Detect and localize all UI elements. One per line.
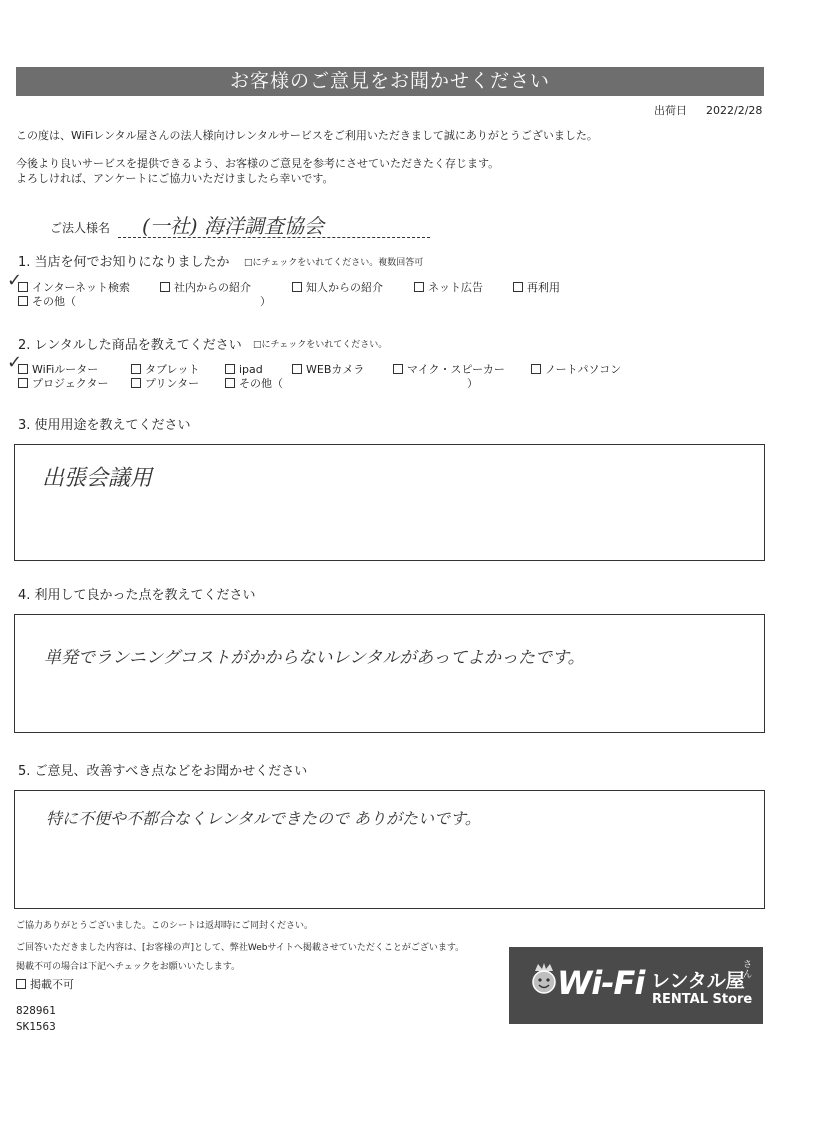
q2-option-mic-speaker[interactable]: マイク・スピーカー [393,363,505,376]
ship-date-value: 2022/2/28 [706,104,763,117]
q2-option-printer[interactable]: プリンター [131,377,199,390]
checkbox[interactable] [18,378,28,388]
logo-san-text: さん [743,960,753,980]
q1-title: 1. 当店を何でお知りになりましたか [18,255,230,270]
q3-title: 3. 使用用途を教えてください [18,418,191,433]
q1-option-acquaintance-referral[interactable]: 知人からの紹介 [292,281,383,294]
q1-option-internal-referral[interactable]: 社内からの紹介 [160,281,251,294]
form-code-2: SK1563 [16,1020,56,1033]
q1-note: □にチェックをいれてください。複数回答可 [244,258,424,268]
page-title: お客様のご意見をお聞かせください [16,67,764,96]
ship-date-label: 出荷日 [654,104,687,117]
q2-title: 2. レンタルした商品を教えてください [18,338,242,353]
q2-option-other-close: ） [467,377,478,390]
q1-option-reuse[interactable]: 再利用 [513,281,560,294]
q2-option-laptop[interactable]: ノートパソコン [531,363,621,376]
q1-option-other-close: ） [260,295,271,308]
corporate-name-label: ご法人様名 [50,221,111,235]
form-code-1: 828961 [16,1004,56,1017]
checkbox[interactable] [131,364,141,374]
checkbox[interactable] [18,296,28,306]
intro-line-3: よろしければ、アンケートにご協力いただけましたら幸いです。 [16,172,334,185]
q4-title: 4. 利用して良かった点を教えてください [18,588,256,603]
corporate-name-value[interactable]: (一社) 海洋調査協会 [142,214,324,238]
checkbox[interactable] [160,282,170,292]
q4-answer-box[interactable] [14,614,765,733]
checkbox[interactable] [16,979,26,989]
logo-rental-text: レンタル屋 [651,970,745,992]
q2-option-tablet[interactable]: タブレット [131,363,199,376]
checkbox[interactable] [131,378,141,388]
q2-option-projector[interactable]: プロジェクター [18,377,109,390]
q2-option-ipad[interactable]: ipad [225,363,263,376]
q2-option-web-camera[interactable]: WEBカメラ [292,363,364,376]
q5-answer-text: 特に不便や不都合なくレンタルできたので ありがたいです。 [46,809,481,828]
q5-title: 5. ご意見、改善すべき点などをお聞かせください [18,764,308,779]
checkbox[interactable] [225,378,235,388]
corporate-name-underline [118,237,430,238]
checkbox[interactable] [531,364,541,374]
checkbox[interactable] [393,364,403,374]
logo-wifi-text: Wi-Fi [557,964,645,1002]
q2-option-other[interactable]: その他（ [225,377,283,390]
q2-option-wifi-router[interactable]: WiFiルーター [18,363,98,376]
checkbox[interactable] [292,364,302,374]
footer-publish-line-2: 掲載不可の場合は下記へチェックをお願いいたします。 [16,962,241,972]
q1-option-net-ad[interactable]: ネット広告 [414,281,483,294]
q1-option-other[interactable]: その他（ [18,295,76,308]
mascot-icon [527,962,561,996]
q1-option-internet-search[interactable]: インターネット検索 [18,281,130,294]
q2-check-mark-icon: ✓ [7,352,23,373]
checkbox[interactable] [225,364,235,374]
footer-publish-line-1: ご回答いただきました内容は、[お客様の声]として、弊社Webサイトへ掲載させていただくことがございます。 [16,943,465,953]
q3-answer-text: 出張会議用 [42,466,153,491]
q4-answer-text: 単発でランニングコストがかからないレンタルがあってよかったです。 [44,648,585,668]
checkbox[interactable] [513,282,523,292]
no-publish-option[interactable]: 掲載不可 [16,978,74,991]
intro-line-1: この度は、WiFiレンタル屋さんの法人様向けレンタルサービスをご利用いただきまして誠にありがとうございました。 [16,129,598,142]
q2-note: □にチェックをいれてください。 [253,340,388,350]
footer-thanks: ご協力ありがとうございました。このシートは返却時にご同封ください。 [16,921,314,931]
q1-check-mark-icon: ✓ [7,270,23,291]
intro-line-2: 今後より良いサービスを提供できるよう、お客様のご意見を参考にさせていただきたく存じます。 [16,157,500,170]
logo-store-text: RENTAL Store [652,992,753,1007]
checkbox[interactable] [292,282,302,292]
checkbox[interactable] [414,282,424,292]
